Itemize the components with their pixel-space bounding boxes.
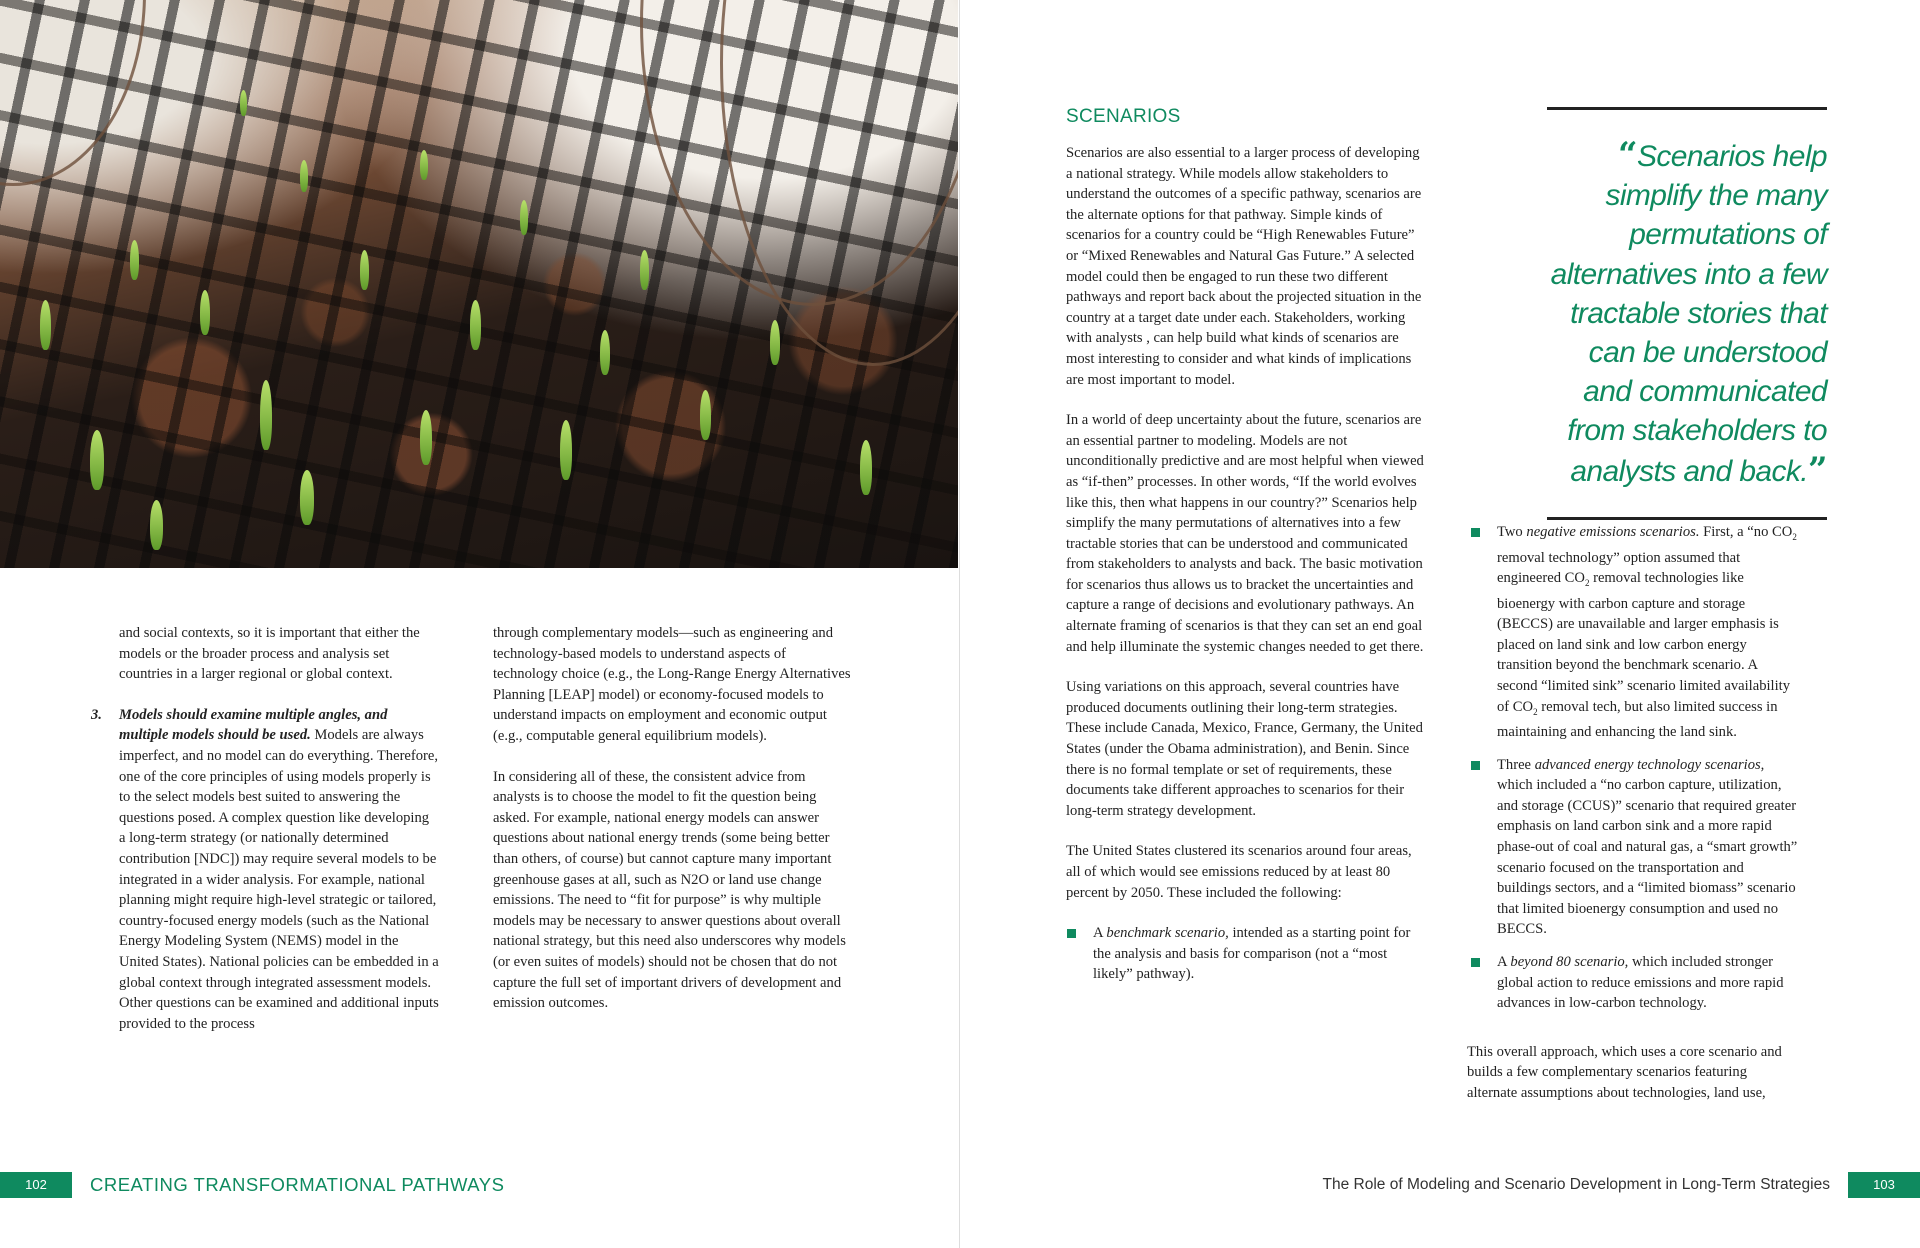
subscript: 2 xyxy=(1792,531,1797,542)
item-lead: Models should examine multiple angles, and multiple models should be used. xyxy=(119,706,388,744)
open-quote-mark: “ xyxy=(1617,135,1637,175)
paragraph: In considering all of these, the consistent advice from analysts is to choose the model to fit the question being asked. For example, national energy models can answer questions about national energy trends (some being better than others, of course) but cannot capture many important greenhouse gases at all, such as N2O or land use change emissions. The need to “fit for purpose” is why multiple models may be necessary to answer questions about overall national strategy, but this need also underscores why models (or even suites of models) should not be chosen that do not capture the full set of important drivers of development and emission outcomes. xyxy=(493,768,846,1012)
bullet-text: Three xyxy=(1497,756,1535,773)
subscript: 2 xyxy=(1584,578,1590,588)
bullet-emphasis: benchmark scenario, xyxy=(1106,925,1229,942)
bullet-text: removal technologies like bioenergy with carbon capture and storage (BECCS) are unavailable and larger emphasis is placed on land sink and low carbon energy transition beyond the benchmark scenario. A second “limited sink” scenario limited availability of CO xyxy=(1497,570,1791,715)
running-title-right: The Role of Modeling and Scenario Development in Long-Term Strategies xyxy=(1322,1176,1830,1193)
pull-quote xyxy=(1547,107,1827,520)
section-heading: SCENARIOS xyxy=(1066,106,1181,127)
pull-quote-text xyxy=(1547,136,1827,491)
seedling-nursery-photo xyxy=(0,0,958,568)
paragraph: and social contexts, so it is important that either the models or the broader process and analysis set countries in a larger regional or global context. xyxy=(119,625,420,683)
item-body: Models are always imperfect, and no model can do everything. Therefore, one of the core principles of using models properly is to the select models best suited to answering the questions posed. A complex question like developing a long-term strategy (or nationally determined contribution [NDC]) may require several models to be integrated in a wider analysis. For example, national planning might require high-level strategic or tailored, country-focused energy models (such as the National Energy Modeling System (NEMS) model in the United States). National policies can be embedded in a global context through integrated assessment models. Other questions can be examined and additional inputs provided to the process xyxy=(119,727,439,1032)
close-quote-mark: ” xyxy=(1808,449,1827,490)
paragraph: through complementary models—such as engineering and technology-based models to understand aspects of technology choice (e.g., the Long-Range Energy Alternatives Planning [LEAP] model) or economy-focused models to understand impacts on employment and economic output (e.g., computable general equilibrium models). xyxy=(493,625,851,744)
paragraph: Scenarios are also essential to a larger process of developing a national strategy. While models allow stakeholders to understand the outcomes of a specific pathway, scenarios are the alternate options for that pathway. Simple kinds of scenarios for a country could be “High Renewables Future” or “Mixed Renewables and Natural Gas Future.” A selected model could then be engaged to run these two different pathways and report back about the projected situation in the country at a target date under each. Stakeholders, working with analysts , can help build what kinds of scenarios are most interesting to consider and what kinds of implications are most important to model. xyxy=(1066,145,1422,388)
left-column-2 xyxy=(493,623,853,1034)
bullet-text: A xyxy=(1497,954,1511,970)
bullet-text: removal tech, but also limited success in maintaining and enhancing the land sink. xyxy=(1497,698,1778,741)
quote-body: Scenarios help simplify the many permutations of alternatives into a few tractable stories that can be understood and communicated from stakeholders to analysts and back. xyxy=(1550,140,1827,488)
bullet-emphasis: beyond 80 scenario, xyxy=(1510,954,1629,970)
bullet-advanced-energy xyxy=(1470,755,1800,940)
item-number: 3. xyxy=(91,706,102,723)
right-column-2 xyxy=(1467,522,1800,1124)
bullet-emphasis: advanced energy technology scenarios, xyxy=(1534,756,1765,773)
paragraph: This overall approach, which uses a core scenario and builds a few complementary scenarios featuring alternate assumptions about technologies, land use, xyxy=(1467,1043,1782,1101)
numbered-item-3 xyxy=(91,705,439,1035)
page-number-badge: 102 xyxy=(0,1172,72,1198)
bullet-text: removal technology” option assumed that engineered CO xyxy=(1497,549,1741,587)
paragraph: Using variations on this approach, several countries have produced documents outlining their long-term strategies. These include Canada, Mexico, France, Germany, the United States (under the Obama administration), and Benin. Since there is no formal template or set of requirements, these documents take different approaches to scenarios for their long-term strategy development. xyxy=(1066,679,1423,819)
paragraph: The United States clustered its scenarios around four areas, all of which would see emissions reduced by at least 80 percent by 2050. These included the following: xyxy=(1066,843,1412,901)
right-column-1 xyxy=(1066,143,1426,997)
bullet-emphasis: negative emissions scenarios. xyxy=(1526,524,1700,540)
bullet-beyond-80 xyxy=(1470,952,1800,1014)
bullet-text: which included a “no carbon capture, utilization, and storage (CCUS)” scenario that required greater emphasis on land carbon sink and a more rapid phase-out of coal and natural gas, a “smart growth” scenario focused on the transportation and buildings sectors, and a “limited biomass” scenario that limited bioenergy consumption and used no BECCS. xyxy=(1497,777,1798,938)
bullet-benchmark-scenario xyxy=(1066,923,1426,985)
bullet-text: intended as a starting point for the analysis and basis for comparison (not a “most likely” pathway). xyxy=(1093,925,1411,983)
bullet-negative-emissions xyxy=(1470,522,1800,743)
subscript: 2 xyxy=(1533,706,1538,717)
bullet-text: Two xyxy=(1497,524,1527,540)
paragraph: In a world of deep uncertainty about the future, scenarios are an essential partner to modeling. Models are not unconditionally predictive and are most helpful when viewed as “if-then” processes. In other words, “If the world evolves like this, then what happens in our country?” Scenarios help simplify the many permutations of alternatives into a few tractable stories that can be understood and communicated from stakeholders to analysts and back. The basic motivation for scenarios thus allows us to bracket the uncertainties and capture a range of decisions and evolutionary pathways. An alternate framing of scenarios is that they can set an end goal and help illuminate the systemic changes needed to get there. xyxy=(1066,412,1424,655)
bullet-text: which included stronger global action to reduce emissions and more rapid advances in low-carbon technology. xyxy=(1497,954,1784,1012)
left-column-1 xyxy=(91,623,439,1034)
bullet-text: First, a “no CO xyxy=(1699,524,1793,540)
bullet-text: A xyxy=(1093,925,1107,942)
running-title-left: CREATING TRANSFORMATIONAL PATHWAYS xyxy=(90,1174,505,1195)
page-number-badge: 103 xyxy=(1848,1172,1920,1198)
